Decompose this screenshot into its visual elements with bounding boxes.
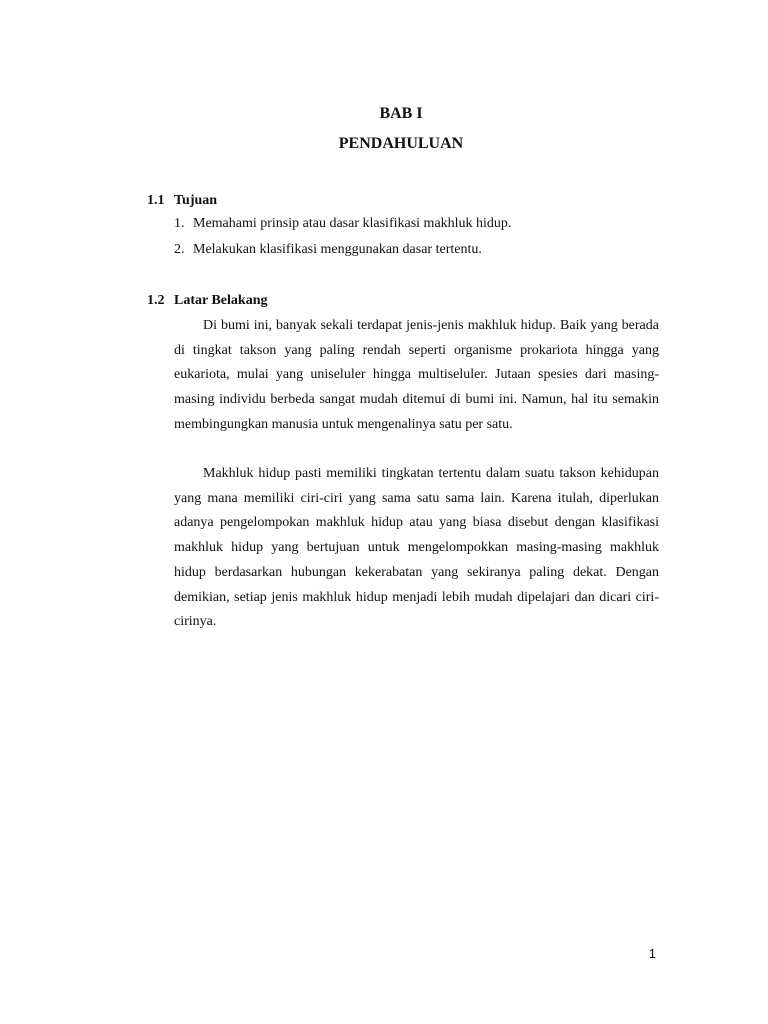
list-item-number: 2. (174, 242, 185, 257)
section-title: Tujuan (174, 193, 218, 208)
section-number: 1.2 (147, 293, 165, 308)
page-number: 1 (648, 946, 656, 961)
list-item-number: 1. (174, 216, 185, 231)
section-number: 1.1 (147, 193, 165, 208)
chapter-title: PENDAHULUAN (338, 135, 464, 152)
list-item (174, 241, 511, 267)
section-heading-tujuan (147, 192, 217, 210)
list-item (174, 215, 511, 241)
section-title: Latar Belakang (174, 293, 268, 308)
objectives-list (174, 215, 511, 267)
body-paragraph: Makhluk hidup pasti memiliki tingkatan tertentu dalam suatu takson kehidupan yang mana memiliki ciri-ciri yang sama satu sama lain. Karena itulah, diperlukan adanya pengelompokan makhluk hidup atau yang biasa disebut dengan klasifikasi makhluk hidup yang bertujuan untuk mengelompokkan masing-masing makhluk hidup berdasarkan hubungan kekerabatan yang sekiranya paling dekat. Dengan demikian, setiap jenis makhluk hidup menjadi lebih mudah dipelajari dan dicari ciri-cirinya. (174, 466, 659, 630)
section-heading-latar-belakang (147, 292, 267, 310)
list-item-text: Memahami prinsip atau dasar klasifikasi makhluk hidup. (193, 216, 512, 231)
chapter-number: BAB I (379, 105, 423, 122)
body-paragraph: Di bumi ini, banyak sekali terdapat jenis-jenis makhluk hidup. Baik yang berada di tingkat takson yang paling rendah seperti organisme prokariota hingga yang eukariota, mulai yang uniseluler hingga multiseluler. Jutaan spesies dari masing-masing individu berbeda sangat mudah ditemui di bumi ini. Namun, hal itu semakin membingungkan manusia untuk mengenalinya satu per satu. (174, 318, 659, 432)
list-item-text: Melakukan klasifikasi menggunakan dasar tertentu. (193, 242, 482, 257)
